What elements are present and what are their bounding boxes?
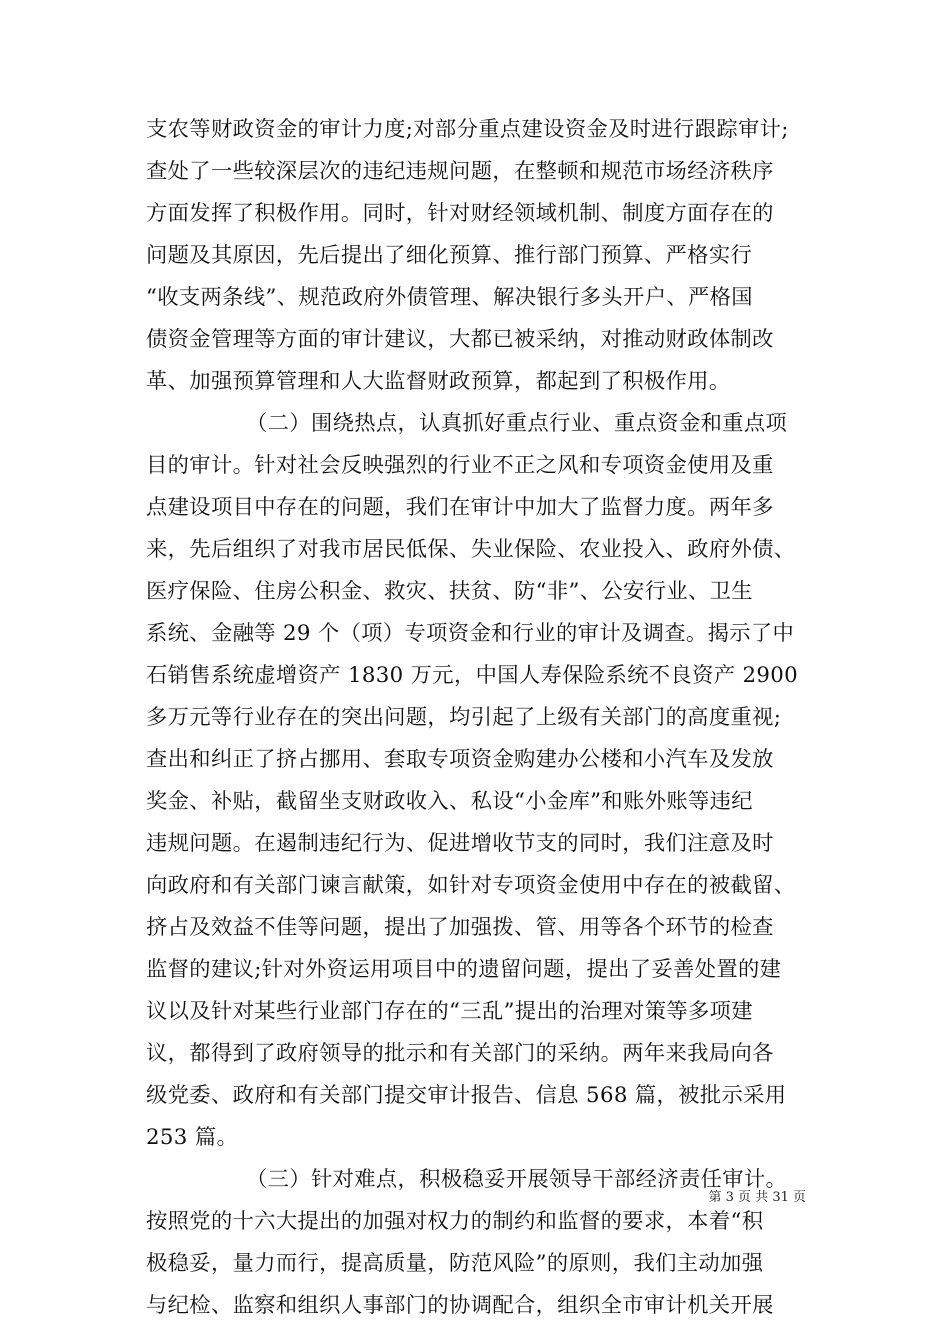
text-line: 奖金、补贴，截留坐支财政收入、私设“小金库”和账外账等违纪 xyxy=(146,789,753,814)
text-line: 议，都得到了政府领导的批示和有关部门的采纳。两年来我局向各 xyxy=(146,1041,774,1066)
text-line: 与纪检、监察和组织人事部门的协调配合，组织全市审计机关开展 xyxy=(146,1293,774,1318)
text-line: 方面发挥了积极作用。同时，针对财经领域机制、制度方面存在的 xyxy=(146,201,774,226)
page-number-footer: 第 3 页 共 31 页 xyxy=(708,1190,806,1205)
text-line: 议以及针对某些行业部门存在的“三乱”提出的治理对策等多项建 xyxy=(146,999,753,1024)
text-line: 问题及其原因，先后提出了细化预算、推行部门预算、严格实行 xyxy=(146,243,753,268)
section-heading-two: （二）围绕热点，认真抓好重点行业、重点资金和重点项 xyxy=(246,411,788,436)
text-line: 监督的建议;针对外资运用项目中的遗留问题，提出了妥善处置的建 xyxy=(146,957,782,982)
text-line: 系统、金融等 29 个（项）专项资金和行业的审计及调查。揭示了中 xyxy=(146,621,795,646)
text-line: “收支两条线”、规范政府外债管理、解决银行多头开户、严格国 xyxy=(146,285,753,310)
text-line: 支农等财政资金的审计力度;对部分重点建设资金及时进行跟踪审计; xyxy=(146,117,789,142)
text-line: 向政府和有关部门谏言献策，如针对专项资金使用中存在的被截留、 xyxy=(146,873,796,898)
text-line: 极稳妥，量力而行，提高质量，防范风险”的原则，我们主动加强 xyxy=(146,1251,764,1276)
text-line: 石销售系统虚增资产 1830 万元，中国人寿保险系统不良资产 2900 xyxy=(146,663,799,688)
text-line: 革、加强预算管理和人大监督财政预算，都起到了积极作用。 xyxy=(146,369,731,394)
text-line: 查出和纠正了挤占挪用、套取专项资金购建办公楼和小汽车及发放 xyxy=(146,747,774,772)
text-line: 多万元等行业存在的突出问题，均引起了上级有关部门的高度重视; xyxy=(146,705,782,730)
text-line: 按照党的十六大提出的加强对权力的制约和监督的要求，本着“积 xyxy=(146,1209,764,1234)
text-line: 查处了一些较深层次的违纪违规问题，在整顿和规范市场经济秩序 xyxy=(146,159,774,184)
text-line: 253 篇。 xyxy=(146,1125,239,1150)
text-line: 目的审计。针对社会反映强烈的行业不正之风和专项资金使用及重 xyxy=(146,453,774,478)
text-line: 医疗保险、住房公积金、救灾、扶贫、防“非”、公安行业、卫生 xyxy=(146,579,753,604)
text-line: 来，先后组织了对我市居民低保、失业保险、农业投入、政府外债、 xyxy=(146,537,796,562)
section-heading-three: （三）针对难点，积极稳妥开展领导干部经济责任审计。 xyxy=(246,1167,788,1192)
text-line: 债资金管理等方面的审计建议，大都已被采纳，对推动财政体制改 xyxy=(146,327,774,352)
text-line: 级党委、政府和有关部门提交审计报告、信息 568 篇，被批示采用 xyxy=(146,1083,787,1108)
text-line: 违规问题。在遏制违纪行为、促进增收节支的同时，我们注意及时 xyxy=(146,831,774,856)
text-line: 挤占及效益不佳等问题，提出了加强拨、管、用等各个环节的检查 xyxy=(146,915,774,940)
text-line: 点建设项目中存在的问题，我们在审计中加大了监督力度。两年多 xyxy=(146,495,774,520)
